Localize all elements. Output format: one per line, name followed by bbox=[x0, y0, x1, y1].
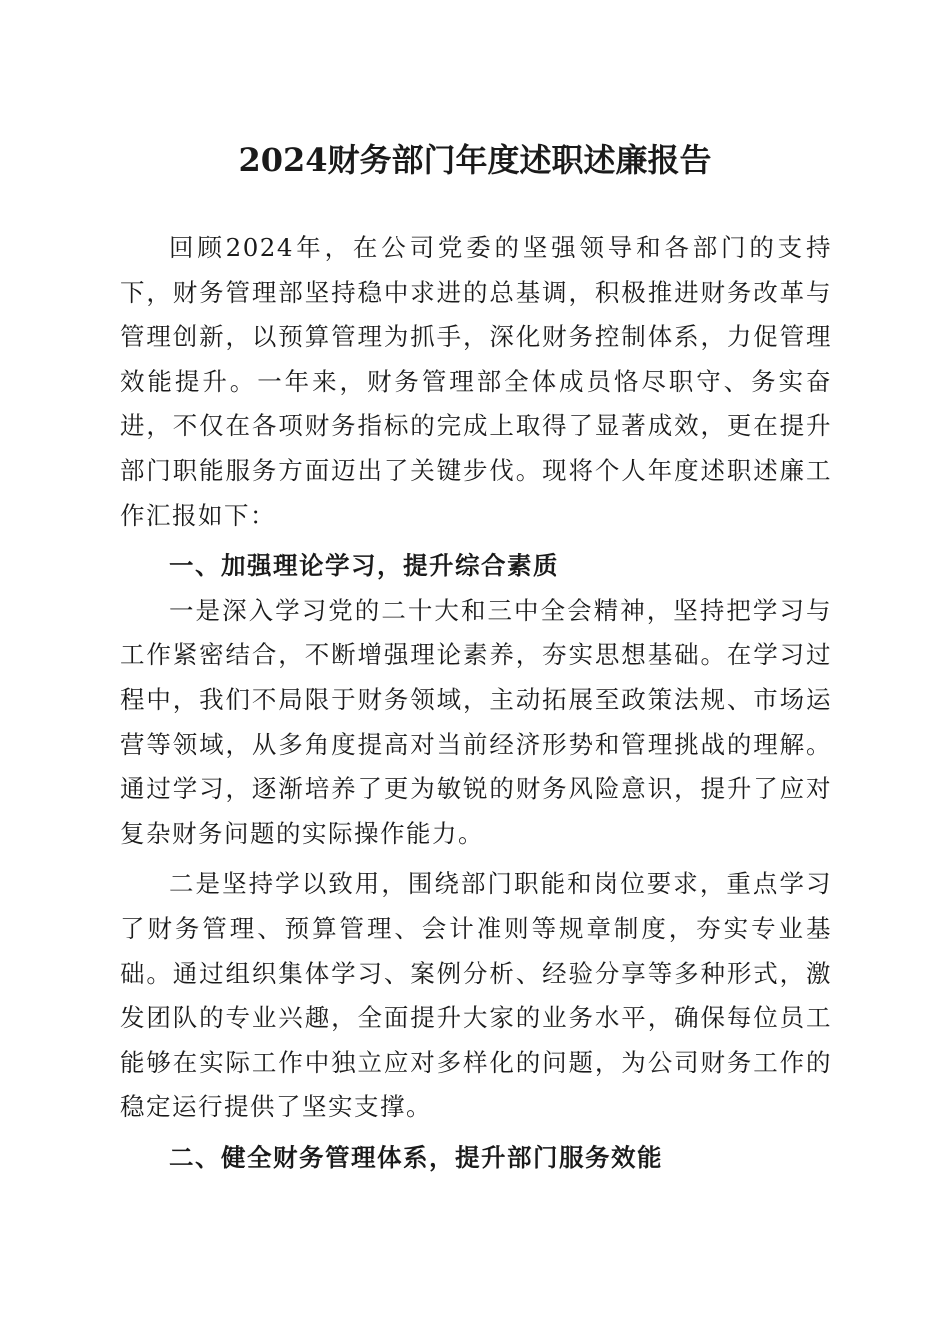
section-heading-1: 一、加强理论学习，提升综合素质 bbox=[169, 551, 559, 581]
section-1-paragraph-2: 二是坚持学以致用，围绕部门职能和岗位要求，重点学习了财务管理、预算管理、会计准则等规章制度，夯实专业基础。通过组织集体学习、案例分析、经验分享等多种形式，激发团队的专业兴趣，全面提升大家的业务水平，确保每位员工能够在实际工作中独立应对多样化的问题，为公司财务工作的稳定运行提供了坚实支撑。 bbox=[120, 869, 832, 1122]
document-body bbox=[120, 226, 832, 1180]
document-title: 2024财务部门年度述职述廉报告 bbox=[238, 141, 712, 179]
section-heading-2: 二、健全财务管理体系，提升部门服务效能 bbox=[169, 1142, 663, 1172]
section-1-paragraph-1: 一是深入学习党的二十大和三中全会精神，坚持把学习与工作紧密结合，不断增强理论素养，夯实思想基础。在学习过程中，我们不局限于财务领域，主动拓展至政策法规、市场运营等领域，从多角度提高对当前经济形势和管理挑战的理解。通过学习，逐渐培养了更为敏锐的财务风险意识，提升了应对复杂财务问题的实际操作能力。 bbox=[120, 595, 832, 848]
intro-paragraph: 回顾2024年，在公司党委的坚强领导和各部门的支持下，财务管理部坚持稳中求进的总基调，积极推进财务改革与管理创新，以预算管理为抓手，深化财务控制体系，力促管理效能提升。一年来，财务管理部全体成员恪尽职守、务实奋进，不仅在各项财务指标的完成上取得了显著成效，更在提升部门职能服务方面迈出了关键步伐。现将个人年度述职述廉工作汇报如下： bbox=[120, 233, 832, 530]
